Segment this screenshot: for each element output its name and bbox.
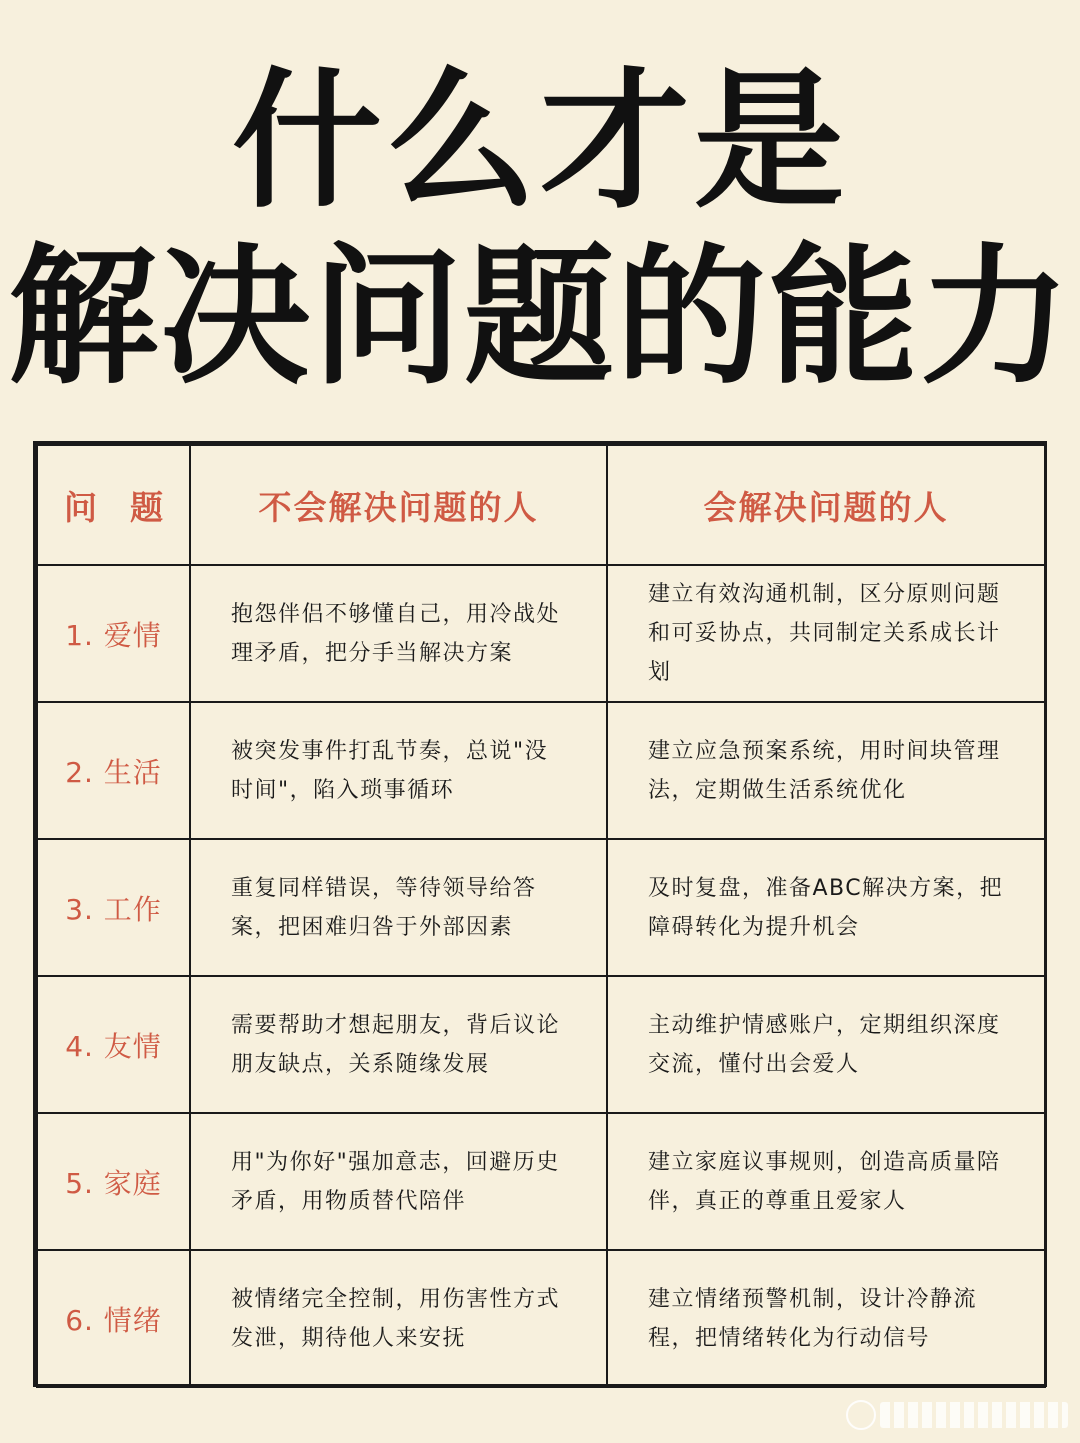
row-bad: 重复同样错误，等待领导给答案，把困难归咎于外部因素 [190, 839, 607, 976]
table-header-row [37, 445, 1045, 565]
row-good: 建立应急预案系统，用时间块管理法，定期做生活系统优化 [607, 702, 1045, 839]
table-row [37, 565, 1045, 702]
title-line-1: 什么才是 [231, 55, 848, 229]
title-line-2: 解决问题的能力 [7, 231, 1072, 405]
watermark-logo-icon [846, 1400, 876, 1430]
row-topic: 1. 爱情 [37, 565, 190, 702]
row-topic: 6. 情绪 [37, 1250, 190, 1387]
header-bad: 不会解决问题的人 [190, 445, 607, 565]
row-bad: 被情绪完全控制，用伤害性方式发泄，期待他人来安抚 [190, 1250, 607, 1387]
row-bad: 需要帮助才想起朋友，背后议论朋友缺点，关系随缘发展 [190, 976, 607, 1113]
row-good: 建立有效沟通机制，区分原则问题和可妥协点，共同制定关系成长计划 [607, 565, 1045, 702]
row-topic: 5. 家庭 [37, 1113, 190, 1250]
table-row [37, 839, 1045, 976]
row-bad: 用"为你好"强加意志，回避历史矛盾，用物质替代陪伴 [190, 1113, 607, 1250]
row-good: 主动维护情感账户，定期组织深度交流，懂付出会爱人 [607, 976, 1045, 1113]
watermark-text [880, 1402, 1068, 1428]
row-topic: 4. 友情 [37, 976, 190, 1113]
row-bad: 被突发事件打乱节奏，总说"没时间"，陷入琐事循环 [190, 702, 607, 839]
header-topic: 问 题 [37, 445, 190, 565]
row-topic: 2. 生活 [37, 702, 190, 839]
table-row [37, 702, 1045, 839]
comparison-table [33, 441, 1047, 1387]
row-good: 建立家庭议事规则，创造高质量陪伴，真正的尊重且爱家人 [607, 1113, 1045, 1250]
row-good: 建立情绪预警机制，设计冷静流程，把情绪转化为行动信号 [607, 1250, 1045, 1387]
table-row [37, 976, 1045, 1113]
row-bad: 抱怨伴侣不够懂自己，用冷战处理矛盾，把分手当解决方案 [190, 565, 607, 702]
table-row [37, 1250, 1045, 1387]
row-topic: 3. 工作 [37, 839, 190, 976]
row-good: 及时复盘，准备ABC解决方案，把障碍转化为提升机会 [607, 839, 1045, 976]
watermark [846, 1395, 1068, 1435]
header-good: 会解决问题的人 [607, 445, 1045, 565]
table-row [37, 1113, 1045, 1250]
